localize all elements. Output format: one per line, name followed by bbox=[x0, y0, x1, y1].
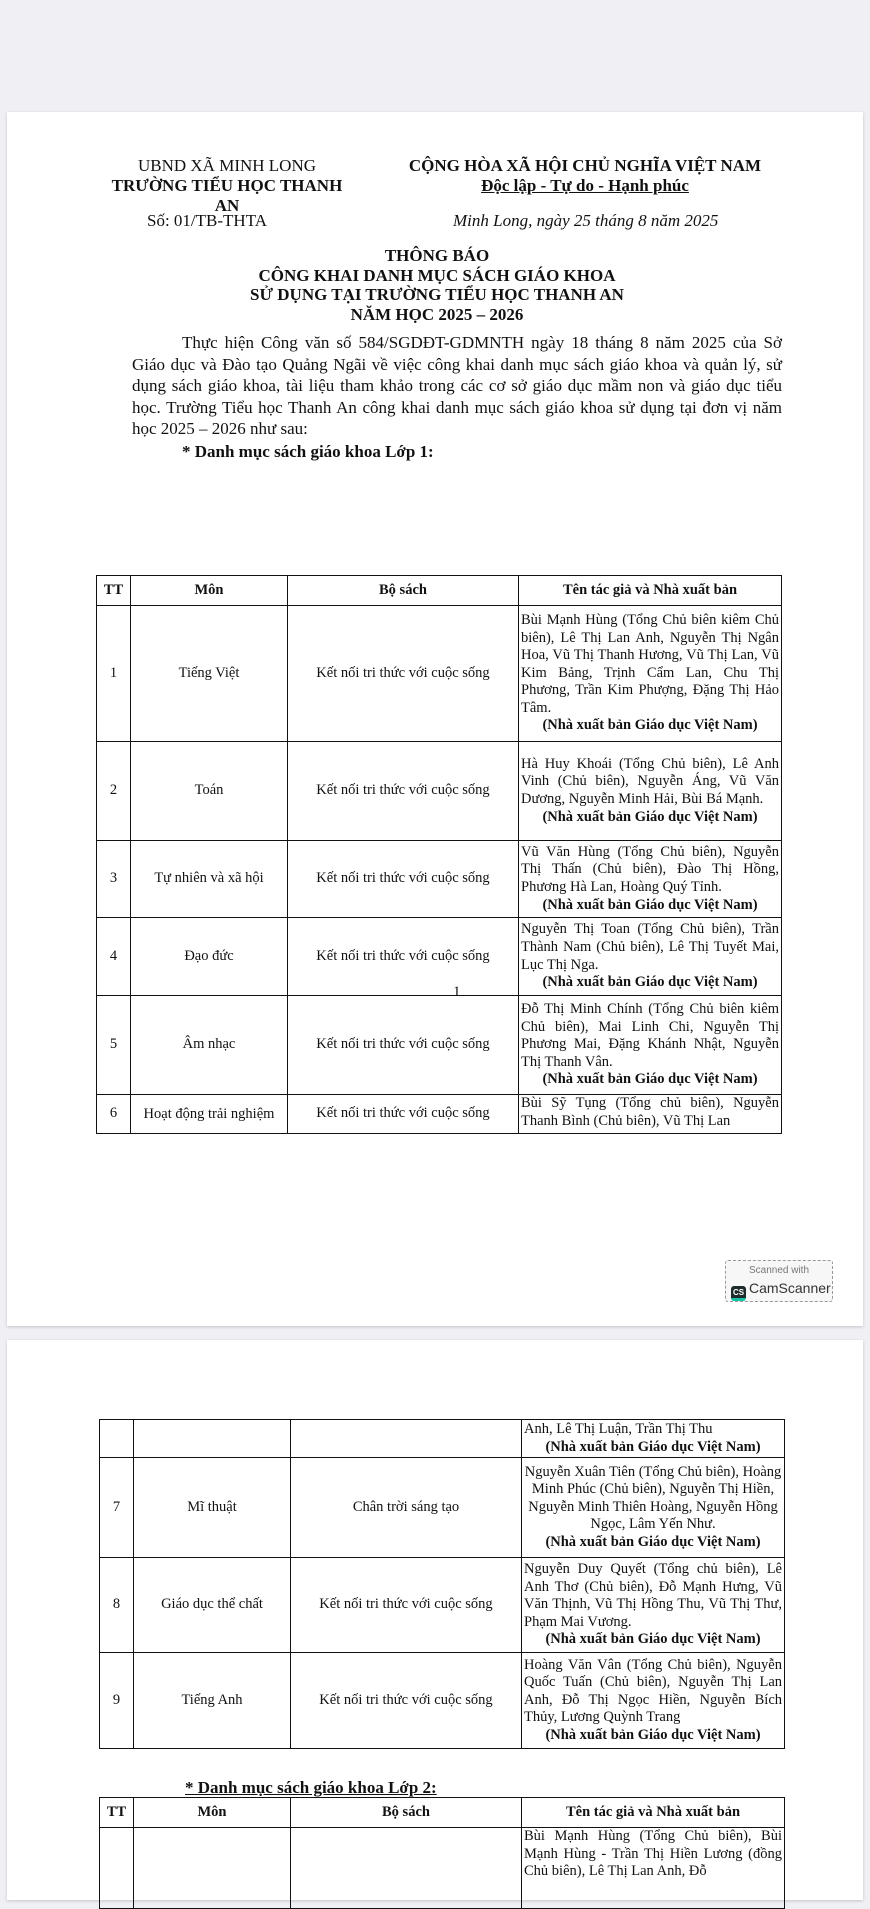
authors-text: Nguyễn Duy Quyết (Tổng chủ biên), Lê Anh Thơ (Chủ biên), Đỗ Mạnh Hưng, Vũ Văn Thịnh, Vũ Thị Hồng Thu, Vũ Thị Thư, Phạm Mai Vương. bbox=[524, 1561, 782, 1630]
table-header-row bbox=[97, 576, 782, 606]
cell-authors bbox=[522, 1828, 785, 1909]
cell-mon: Mĩ thuật bbox=[134, 1458, 291, 1558]
cell-mon: Tiếng Việt bbox=[131, 606, 288, 742]
cell-tt: 1 bbox=[97, 606, 131, 742]
table-row bbox=[97, 918, 782, 996]
authors-text: Đỗ Thị Minh Chính (Tổng Chủ biên kiêm Chủ biên), Mai Linh Chi, Nguyễn Thị Phương Mai, Đặng Khánh Nhật, Nguyễn Thị Thanh Vân. bbox=[521, 1001, 779, 1070]
cell-bo-sach: Kết nối tri thức với cuộc sống bbox=[288, 606, 519, 742]
cell-tt: 8 bbox=[100, 1558, 134, 1653]
publisher-text: (Nhà xuất bản Giáo dục Việt Nam) bbox=[545, 1533, 761, 1550]
header-mon: Môn bbox=[131, 576, 288, 606]
table-row bbox=[97, 841, 782, 918]
cell-authors bbox=[519, 606, 782, 742]
publisher-text: (Nhà xuất bản Giáo dục Việt Nam) bbox=[545, 1438, 761, 1455]
cell-mon: Tiếng Anh bbox=[134, 1653, 291, 1749]
issuer-school: TRƯỜNG TIỂU HỌC THANH AN bbox=[111, 176, 343, 215]
header-tt: TT bbox=[97, 576, 131, 606]
table-row-continued bbox=[100, 1420, 785, 1458]
country-name: CỘNG HÒA XÃ HỘI CHỦ NGHĨA VIỆT NAM bbox=[408, 156, 762, 175]
authors-text: Anh, Lê Thị Luận, Trần Thị Thu bbox=[524, 1420, 713, 1437]
authors-text: Nguyễn Xuân Tiên (Tổng Chủ biên), Hoàng Minh Phúc (Chủ biên), Nguyễn Thị Hiền, Nguyễn Minh Thiên Hoàng, Nguyễn Hồng Ngọc, Lâm Yến Như. bbox=[524, 1463, 782, 1533]
cell-mon bbox=[134, 1420, 291, 1458]
cell-tt: 9 bbox=[100, 1653, 134, 1749]
cell-tt bbox=[100, 1420, 134, 1458]
cell-mon: Đạo đức bbox=[131, 918, 288, 996]
cell-mon: Tự nhiên và xã hội bbox=[131, 841, 288, 918]
publisher-text: (Nhà xuất bản Giáo dục Việt Nam) bbox=[542, 1071, 758, 1088]
watermark-brand: CS CamScanner bbox=[731, 1280, 831, 1301]
camscanner-logo-icon: CS bbox=[731, 1286, 746, 1301]
header-tac-gia: Tên tác giả và Nhà xuất bản bbox=[519, 576, 782, 606]
header-mon: Môn bbox=[134, 1798, 291, 1828]
table-row bbox=[100, 1828, 785, 1909]
cell-bo-sach: Kết nối tri thức với cuộc sống bbox=[288, 1095, 519, 1134]
watermark-text: Scanned with bbox=[748, 1265, 810, 1276]
cell-bo-sach: Kết nối tri thức với cuộc sống bbox=[288, 841, 519, 918]
grade1-table bbox=[96, 575, 782, 1134]
cell-bo-sach: Kết nối tri thức với cuộc sống bbox=[288, 742, 519, 841]
authors-text: Bùi Mạnh Hùng (Tổng Chủ biên), Bùi Mạnh Hùng - Trần Thị Hiền Lương (đồng Chủ biên), Lê Thị Lan Anh, Đỗ bbox=[524, 1828, 782, 1880]
national-motto-block bbox=[385, 156, 785, 196]
document-page-2 bbox=[7, 1340, 863, 1900]
place-date: Minh Long, ngày 25 tháng 8 năm 2025 bbox=[453, 211, 719, 230]
cell-mon bbox=[134, 1828, 291, 1909]
publisher-text: (Nhà xuất bản Giáo dục Việt Nam) bbox=[545, 1726, 761, 1743]
header-bo-sach: Bộ sách bbox=[291, 1798, 522, 1828]
table-header-row bbox=[100, 1798, 785, 1828]
cell-mon: Giáo dục thể chất bbox=[134, 1558, 291, 1653]
title-line-4: NĂM HỌC 2025 – 2026 bbox=[350, 304, 524, 324]
grade1-table-continued bbox=[99, 1419, 785, 1749]
cell-tt: 3 bbox=[97, 841, 131, 918]
camscanner-watermark bbox=[725, 1260, 833, 1302]
cell-authors bbox=[522, 1653, 785, 1749]
authors-text: Hà Huy Khoái (Tổng Chủ biên), Lê Anh Vinh (Chủ biên), Nguyễn Áng, Vũ Văn Dương, Nguyễn Minh Hải, Bùi Bá Mạnh. bbox=[521, 755, 779, 807]
grade2-table bbox=[99, 1797, 785, 1909]
issuer-block bbox=[107, 156, 347, 216]
grade2-heading: * Danh mục sách giáo khoa Lớp 2: bbox=[185, 1778, 437, 1797]
cell-authors bbox=[519, 841, 782, 918]
authors-text: Hoàng Văn Vân (Tổng Chủ biên), Nguyễn Quốc Tuấn (Chủ biên), Nguyễn Thị Lan Anh, Đỗ Thị Ngọc Hiền, Nguyễn Bích Thủy, Lương Quỳnh Trang bbox=[524, 1656, 782, 1726]
header-tac-gia: Tên tác giả và Nhà xuất bản bbox=[522, 1798, 785, 1828]
cell-tt bbox=[100, 1828, 134, 1909]
cell-mon: Âm nhạc bbox=[131, 996, 288, 1095]
authors-text: Nguyễn Thị Toan (Tổng Chủ biên), Trần Thành Nam (Chủ biên), Lê Thị Tuyết Mai, Lục Thị Nga. bbox=[521, 921, 779, 973]
title-line-3: SỬ DỤNG TẠI TRƯỜNG TIỂU HỌC THANH AN bbox=[250, 285, 624, 304]
cell-tt: 2 bbox=[97, 742, 131, 841]
motto: Độc lập - Tự do - Hạnh phúc bbox=[481, 176, 689, 195]
header-bo-sach: Bộ sách bbox=[288, 576, 519, 606]
cell-authors bbox=[522, 1458, 785, 1558]
header-tt: TT bbox=[100, 1798, 134, 1828]
publisher-text: (Nhà xuất bản Giáo dục Việt Nam) bbox=[542, 974, 758, 991]
cell-authors bbox=[519, 918, 782, 996]
publisher-text: (Nhà xuất bản Giáo dục Việt Nam) bbox=[542, 808, 758, 825]
table-row bbox=[100, 1458, 785, 1558]
cell-authors bbox=[519, 1095, 782, 1134]
table-row bbox=[97, 742, 782, 841]
grade1-heading: * Danh mục sách giáo khoa Lớp 1: bbox=[182, 442, 434, 461]
cell-tt: 7 bbox=[100, 1458, 134, 1558]
cell-mon: Hoạt động trải nghiệm bbox=[131, 1095, 288, 1134]
table-row bbox=[97, 1095, 782, 1134]
cell-bo-sach bbox=[291, 1420, 522, 1458]
cell-mon: Toán bbox=[131, 742, 288, 841]
cell-authors bbox=[522, 1420, 785, 1458]
title-line-1: THÔNG BÁO bbox=[384, 246, 490, 265]
cell-tt: 5 bbox=[97, 996, 131, 1095]
intro-paragraph: Thực hiện Công văn số 584/SGDĐT-GDMNTH ngày 18 tháng 8 năm 2025 của Sở Giáo dục và Đào tạo Quảng Ngãi về việc công khai danh mục sách giáo khoa và quản lý, sử dụng sách giáo khoa, tài liệu tham khảo trong các cơ sở giáo dục mầm non và giáo dục tiểu học. Trường Tiểu học Thanh An công khai danh mục sách giáo khoa sử dụng tại đơn vị năm học 2025 – 2026 như sau: bbox=[132, 333, 782, 438]
table-row bbox=[97, 996, 782, 1095]
issuer-authority: UBND XÃ MINH LONG bbox=[137, 156, 317, 175]
title-line-2: CÔNG KHAI DANH MỤC SÁCH GIÁO KHOA bbox=[258, 265, 616, 285]
cell-bo-sach: Kết nối tri thức với cuộc sống bbox=[291, 1653, 522, 1749]
table-row bbox=[100, 1653, 785, 1749]
cell-bo-sach: Kết nối tri thức với cuộc sống bbox=[288, 918, 519, 996]
cell-bo-sach: Kết nối tri thức với cuộc sống bbox=[288, 996, 519, 1095]
cell-bo-sach bbox=[291, 1828, 522, 1909]
publisher-text: (Nhà xuất bản Giáo dục Việt Nam) bbox=[542, 896, 758, 913]
cell-authors bbox=[519, 742, 782, 841]
cell-tt: 4 bbox=[97, 918, 131, 996]
table-row bbox=[97, 606, 782, 742]
cell-bo-sach: Kết nối tri thức với cuộc sống bbox=[291, 1558, 522, 1653]
publisher-text: (Nhà xuất bản Giáo dục Việt Nam) bbox=[545, 1631, 761, 1648]
cell-bo-sach: Chân trời sáng tạo bbox=[291, 1458, 522, 1558]
cell-tt: 6 bbox=[97, 1095, 131, 1134]
publisher-text: (Nhà xuất bản Giáo dục Việt Nam) bbox=[542, 717, 758, 734]
cell-authors bbox=[519, 996, 782, 1095]
document-title bbox=[187, 246, 687, 324]
document-number: Số: 01/TB-THTA bbox=[147, 211, 267, 230]
authors-text: Bùi Mạnh Hùng (Tổng Chủ biên kiêm Chủ biên), Lê Thị Lan Anh, Nguyễn Thị Ngân Hoa, Vũ Thị Thanh Hương, Vũ Thị Lan, Vũ Kim Bảng, Trịnh Cẩm Lan, Chu Thị Phương, Trần Kim Phượng, Đặng Thị Hảo Tâm. bbox=[521, 611, 779, 716]
authors-text: Bùi Sỹ Tụng (Tổng chủ biên), Nguyễn Thanh Bình (Chủ biên), Vũ Thị Lan bbox=[521, 1095, 779, 1129]
authors-text: Vũ Văn Hùng (Tổng Chủ biên), Nguyễn Thị Thấn (Chủ biên), Đào Thị Hồng, Phương Hà Lan, Hoàng Quý Tỉnh. bbox=[521, 843, 779, 895]
cell-authors bbox=[522, 1558, 785, 1653]
table-row bbox=[100, 1558, 785, 1653]
document-page-1 bbox=[7, 112, 863, 1326]
page-number: 1 bbox=[453, 984, 461, 1000]
